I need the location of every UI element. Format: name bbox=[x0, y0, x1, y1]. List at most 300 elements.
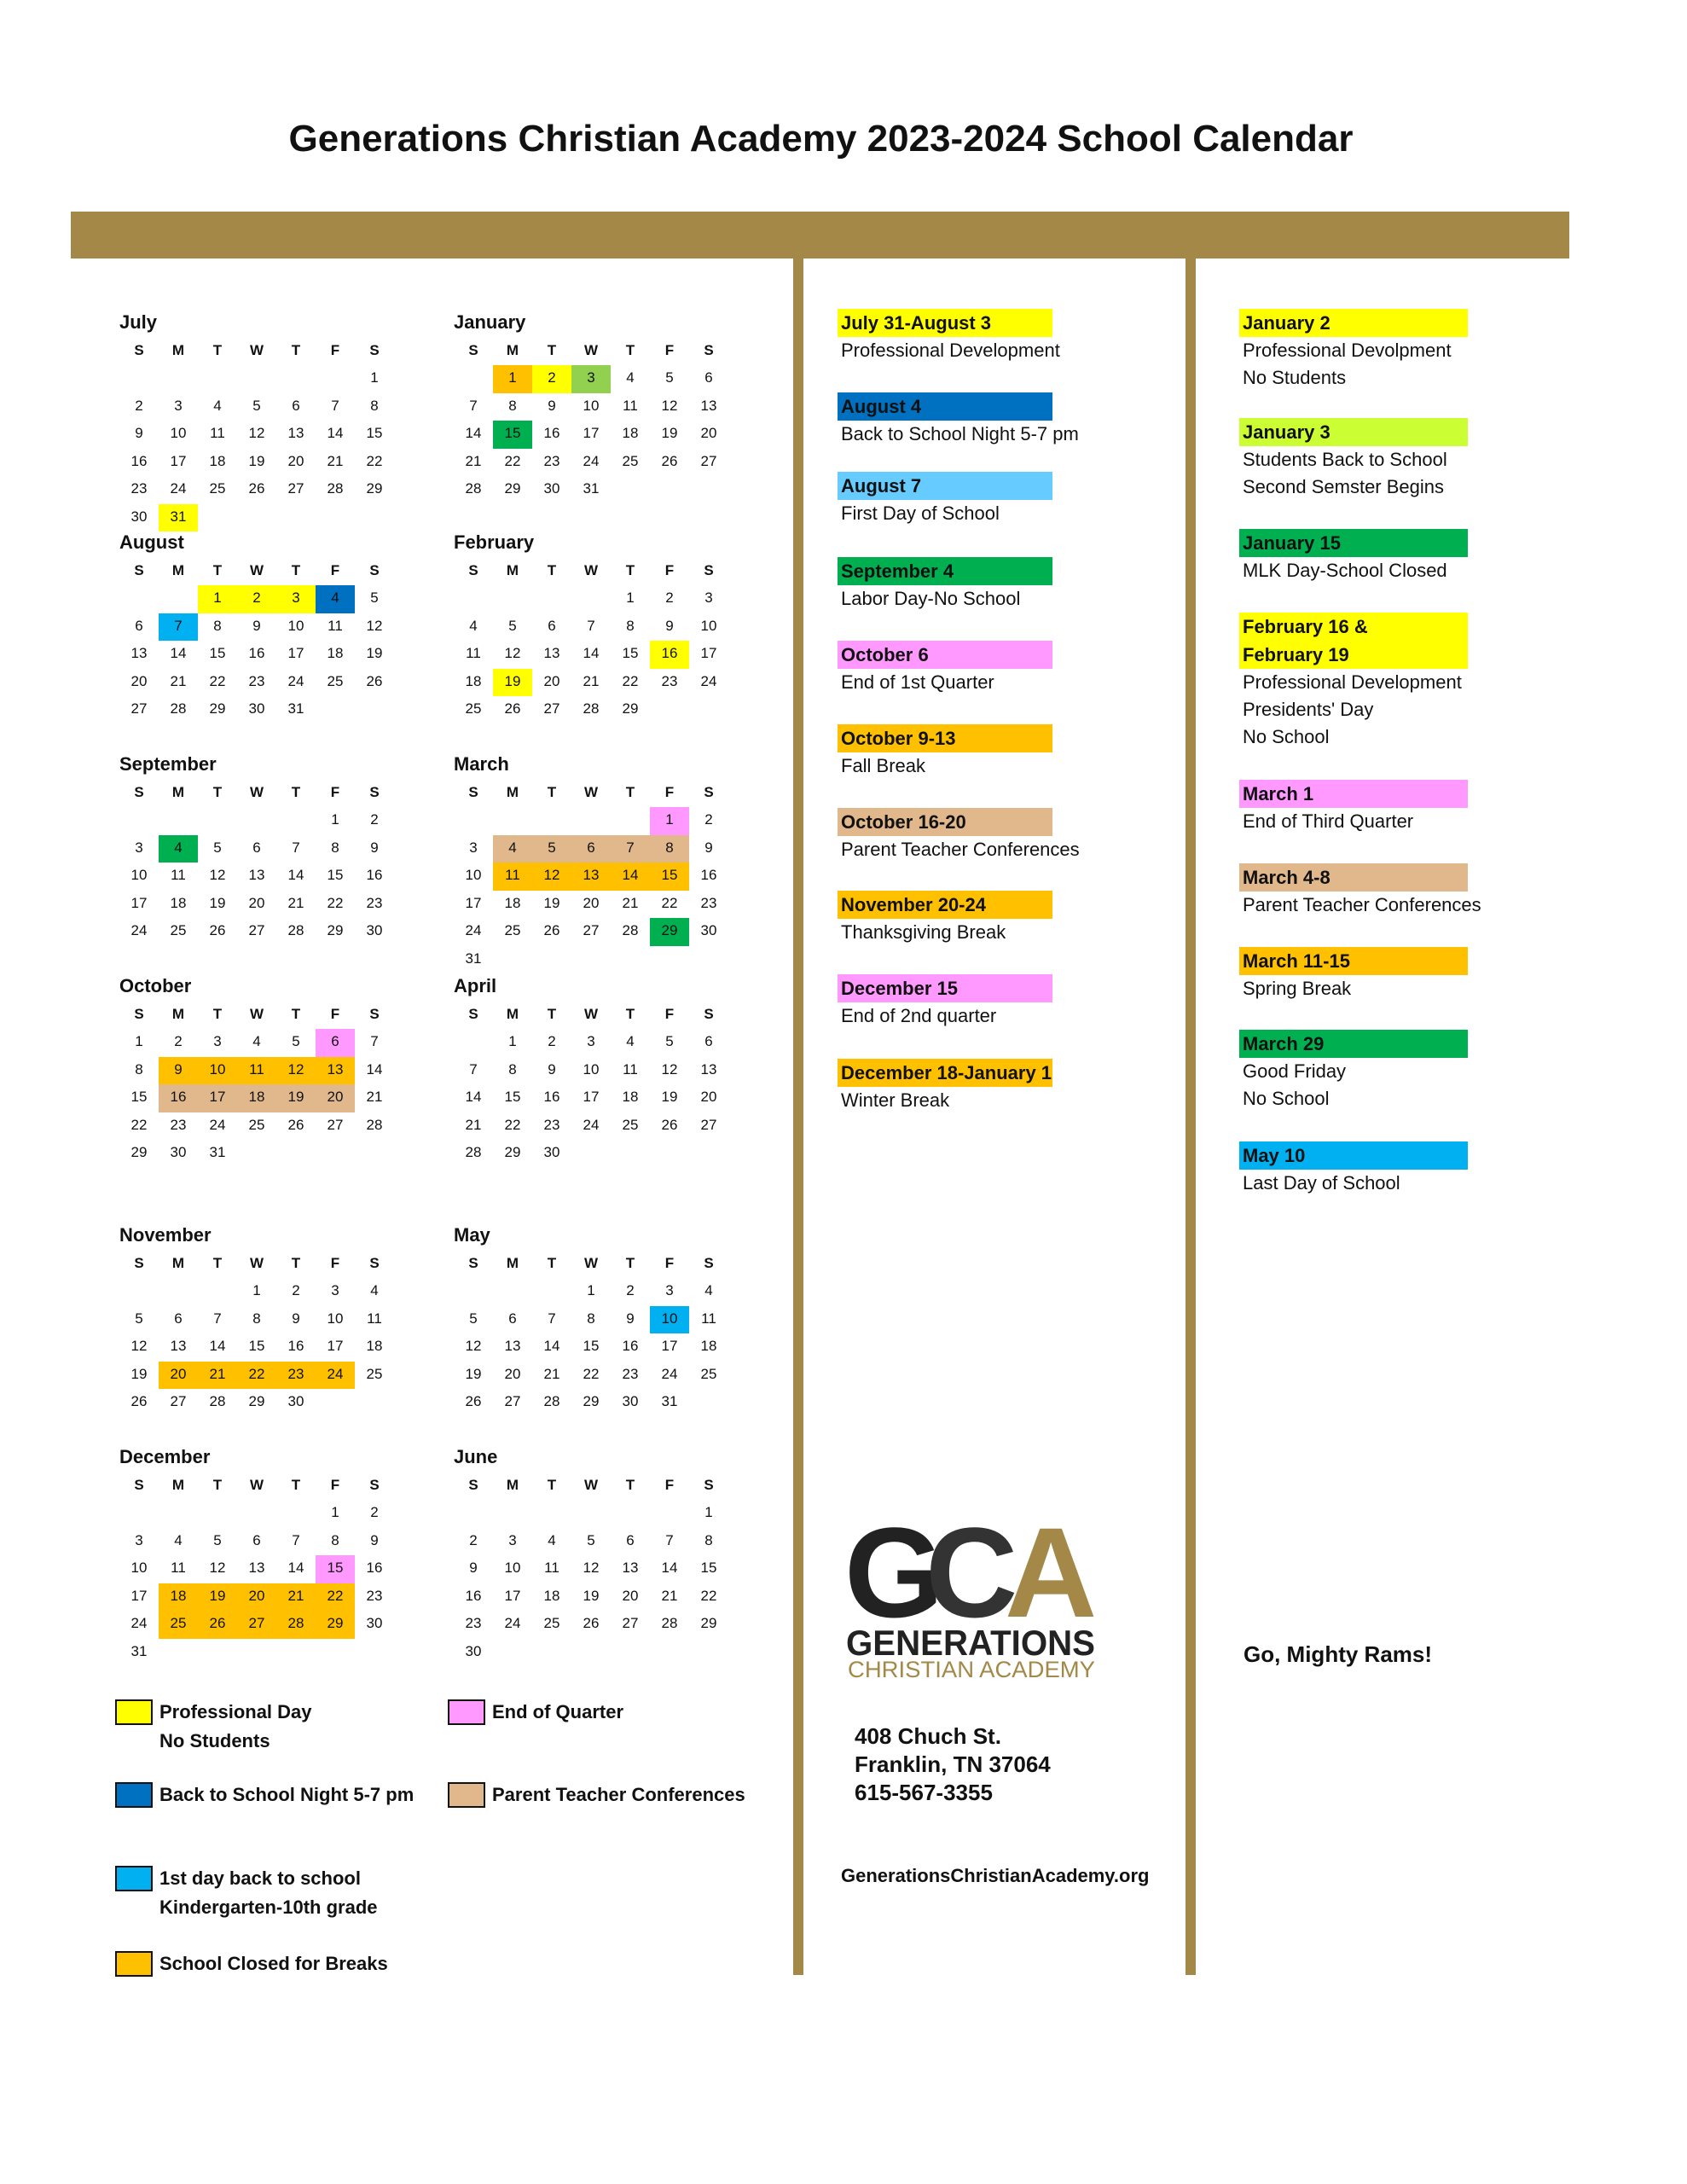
day-cell: 24 bbox=[287, 672, 304, 689]
day-cell: 29 bbox=[700, 1615, 717, 1631]
day-cell: 28 bbox=[209, 1393, 226, 1409]
day-cell: 24 bbox=[583, 1116, 600, 1133]
event-description: Fall Break bbox=[841, 755, 926, 776]
day-cell: 24 bbox=[661, 1365, 678, 1382]
address-city: Franklin, TN 37064 bbox=[855, 1751, 1051, 1777]
day-cell: 29 bbox=[504, 1144, 521, 1160]
weekday-header: F bbox=[664, 1477, 675, 1493]
event-description: Winter Break bbox=[841, 1089, 950, 1111]
weekday-header: S bbox=[369, 784, 380, 800]
weekday-header: F bbox=[664, 562, 675, 578]
empty-day bbox=[198, 1500, 237, 1528]
logo-letter-a: A bbox=[1005, 1510, 1098, 1644]
event-item bbox=[838, 724, 1179, 780]
day-cell: 9 bbox=[626, 1310, 635, 1327]
day-cell: 6 bbox=[548, 617, 556, 634]
day-cell: 21 bbox=[583, 672, 600, 689]
day-cell: 18 bbox=[504, 894, 521, 911]
event-description: Last Day of School bbox=[1243, 1172, 1400, 1194]
day-cell: 1 bbox=[331, 1504, 339, 1520]
day-cell: 5 bbox=[587, 1531, 595, 1548]
day-cell: 28 bbox=[170, 700, 187, 717]
event-date-label: March 1 bbox=[1239, 780, 1468, 808]
day-cell: 28 bbox=[465, 1144, 482, 1160]
legend-item bbox=[115, 1949, 388, 1978]
day-cell: 9 bbox=[135, 425, 143, 441]
day-cell: 11 bbox=[466, 645, 481, 661]
month-grid bbox=[119, 778, 426, 946]
month-grid bbox=[454, 1471, 761, 1666]
day-cell: 11 bbox=[367, 1310, 382, 1327]
event-date-label: March 4-8 bbox=[1239, 863, 1468, 892]
day-cell: 17 bbox=[130, 894, 148, 911]
day-cell: 5 bbox=[370, 590, 379, 606]
logo-line2: CHRISTIAN ACADEMY bbox=[848, 1657, 1095, 1681]
day-cell: 6 bbox=[252, 1531, 261, 1548]
day-cell: 19 bbox=[209, 894, 226, 911]
day-cell: 2 bbox=[292, 1282, 300, 1298]
day-cell: 23 bbox=[700, 894, 717, 911]
weekday-header: M bbox=[171, 1006, 185, 1022]
empty-day bbox=[493, 585, 532, 613]
day-cell: 3 bbox=[174, 397, 183, 414]
empty-day bbox=[276, 365, 316, 393]
day-cell: 3 bbox=[704, 590, 713, 606]
logo-letter-c: C bbox=[925, 1510, 1018, 1644]
day-cell: 10 bbox=[287, 617, 304, 634]
event-description: Parent Teacher Conferences bbox=[1243, 894, 1481, 915]
day-cell: 17 bbox=[661, 1338, 678, 1354]
day-cell: 10 bbox=[583, 397, 600, 414]
day-cell: 5 bbox=[292, 1033, 300, 1049]
day-cell: 16 bbox=[248, 645, 265, 661]
month-march bbox=[454, 751, 761, 973]
day-cell: 30 bbox=[248, 700, 265, 717]
day-cell: 29 bbox=[650, 918, 689, 946]
month-may bbox=[454, 1222, 761, 1417]
day-cell: 17 bbox=[130, 1587, 148, 1604]
empty-day bbox=[532, 1500, 571, 1528]
month-grid bbox=[454, 1249, 761, 1417]
weekday-header: F bbox=[664, 1255, 675, 1271]
month-grid bbox=[119, 1471, 426, 1666]
day-cell: 22 bbox=[700, 1587, 717, 1604]
day-cell: 13 bbox=[700, 397, 717, 414]
day-cell: 1 bbox=[331, 811, 339, 828]
weekday-header: F bbox=[330, 562, 340, 578]
month-february bbox=[454, 529, 761, 724]
day-cell: 16 bbox=[543, 425, 560, 441]
event-description: Second Semster Begins bbox=[1243, 476, 1445, 497]
weekday-header: W bbox=[583, 342, 599, 358]
day-cell: 29 bbox=[366, 480, 383, 497]
empty-day bbox=[454, 1278, 493, 1306]
legend-label: No Students bbox=[159, 1730, 270, 1751]
day-cell: 22 bbox=[504, 1116, 521, 1133]
event-date-label: October 6 bbox=[838, 641, 1052, 669]
empty-day bbox=[276, 1500, 316, 1528]
day-cell: 10 bbox=[170, 425, 187, 441]
month-name: December bbox=[119, 1446, 211, 1467]
day-cell: 20 bbox=[700, 425, 717, 441]
day-cell: 15 bbox=[583, 1338, 600, 1354]
day-cell: 22 bbox=[209, 672, 226, 689]
empty-day bbox=[198, 1278, 237, 1306]
day-cell: 7 bbox=[292, 839, 300, 856]
day-cell: 2 bbox=[370, 811, 379, 828]
day-cell: 8 bbox=[508, 397, 517, 414]
month-name: August bbox=[119, 531, 184, 553]
day-cell: 31 bbox=[130, 1642, 148, 1659]
weekday-header: F bbox=[330, 342, 340, 358]
weekday-header: S bbox=[134, 342, 144, 358]
legend-item bbox=[115, 1864, 378, 1922]
day-cell: 29 bbox=[622, 700, 639, 717]
day-cell: 12 bbox=[366, 617, 383, 634]
day-cell: 11 bbox=[544, 1560, 559, 1576]
weekday-header: W bbox=[583, 1477, 599, 1493]
day-cell: 23 bbox=[248, 672, 265, 689]
day-cell: 29 bbox=[327, 922, 344, 938]
weekday-header: S bbox=[369, 562, 380, 578]
day-cell: 25 bbox=[327, 672, 344, 689]
day-cell: 25 bbox=[622, 1116, 639, 1133]
event-item bbox=[1239, 780, 1580, 835]
day-cell: 20 bbox=[237, 1583, 276, 1612]
event-description: End of 1st Quarter bbox=[841, 671, 994, 693]
day-cell: 4 bbox=[213, 397, 222, 414]
empty-day bbox=[532, 807, 571, 835]
day-cell: 31 bbox=[209, 1144, 226, 1160]
day-cell: 25 bbox=[209, 480, 226, 497]
day-cell: 27 bbox=[130, 700, 148, 717]
day-cell: 27 bbox=[700, 1116, 717, 1133]
day-cell: 23 bbox=[661, 672, 678, 689]
month-name: July bbox=[119, 311, 158, 333]
day-cell: 1 bbox=[370, 369, 379, 386]
day-cell: 7 bbox=[159, 613, 198, 642]
day-cell: 8 bbox=[135, 1060, 143, 1077]
empty-day bbox=[454, 1500, 493, 1528]
day-cell: 14 bbox=[366, 1060, 383, 1077]
day-cell: 15 bbox=[622, 645, 639, 661]
weekday-header: W bbox=[583, 784, 599, 800]
day-cell: 19 bbox=[198, 1583, 237, 1612]
legend-swatch bbox=[115, 1866, 153, 1891]
day-cell: 25 bbox=[159, 1611, 198, 1639]
day-cell: 31 bbox=[583, 480, 600, 497]
empty-day bbox=[159, 365, 198, 393]
day-cell: 27 bbox=[327, 1116, 344, 1133]
day-cell: 10 bbox=[583, 1060, 600, 1077]
divider-left bbox=[793, 258, 803, 1975]
event-description: Professional Development bbox=[841, 340, 1060, 361]
day-cell: 27 bbox=[170, 1393, 187, 1409]
day-cell: 19 bbox=[493, 669, 532, 697]
event-item bbox=[1239, 418, 1580, 501]
day-cell: 9 bbox=[548, 397, 556, 414]
day-cell: 9 bbox=[370, 839, 379, 856]
day-cell: 22 bbox=[316, 1583, 355, 1612]
day-cell: 9 bbox=[665, 617, 674, 634]
school-logo bbox=[844, 1510, 1109, 1681]
empty-day bbox=[119, 807, 159, 835]
weekday-header: M bbox=[506, 342, 519, 358]
day-cell: 1 bbox=[252, 1282, 261, 1298]
month-grid bbox=[119, 336, 426, 531]
day-cell: 2 bbox=[626, 1282, 635, 1298]
weekday-header: S bbox=[468, 784, 478, 800]
day-cell: 14 bbox=[170, 645, 187, 661]
day-cell: 7 bbox=[469, 1060, 478, 1077]
day-cell: 23 bbox=[276, 1362, 316, 1390]
day-cell: 19 bbox=[248, 452, 265, 469]
day-cell: 1 bbox=[626, 590, 635, 606]
legend-swatch bbox=[115, 1699, 153, 1725]
month-name: March bbox=[454, 753, 509, 775]
empty-day bbox=[119, 585, 159, 613]
day-cell: 4 bbox=[370, 1282, 379, 1298]
weekday-header: S bbox=[468, 1255, 478, 1271]
weekday-header: W bbox=[249, 1255, 264, 1271]
day-cell: 3 bbox=[571, 365, 611, 393]
day-cell: 26 bbox=[504, 700, 521, 717]
weekday-header: S bbox=[704, 562, 714, 578]
weekday-header: T bbox=[212, 342, 223, 358]
day-cell: 6 bbox=[508, 1310, 517, 1327]
day-cell: 14 bbox=[543, 1338, 560, 1354]
day-cell: 23 bbox=[543, 1116, 560, 1133]
day-cell: 3 bbox=[213, 1033, 222, 1049]
day-cell: 28 bbox=[543, 1393, 560, 1409]
day-cell: 25 bbox=[465, 700, 482, 717]
day-cell: 19 bbox=[130, 1365, 148, 1382]
day-cell: 28 bbox=[661, 1615, 678, 1631]
day-cell: 21 bbox=[287, 894, 304, 911]
day-cell: 21 bbox=[198, 1362, 237, 1390]
day-cell: 31 bbox=[159, 504, 198, 532]
day-cell: 29 bbox=[583, 1393, 600, 1409]
event-date-label: January 15 bbox=[1239, 529, 1468, 557]
legend-item bbox=[115, 1698, 312, 1756]
day-cell: 5 bbox=[135, 1310, 143, 1327]
day-cell: 19 bbox=[661, 1089, 678, 1105]
day-cell: 5 bbox=[213, 839, 222, 856]
day-cell: 2 bbox=[704, 811, 713, 828]
day-cell: 2 bbox=[532, 365, 571, 393]
weekday-header: S bbox=[704, 1006, 714, 1022]
day-cell: 23 bbox=[543, 452, 560, 469]
day-cell: 10 bbox=[465, 867, 482, 883]
day-cell: 6 bbox=[252, 839, 261, 856]
day-cell: 16 bbox=[287, 1338, 304, 1354]
event-description: No School bbox=[1243, 726, 1330, 747]
day-cell: 15 bbox=[650, 863, 689, 891]
day-cell: 25 bbox=[504, 922, 521, 938]
month-grid bbox=[454, 556, 761, 724]
day-cell: 3 bbox=[508, 1531, 517, 1548]
day-cell: 6 bbox=[626, 1531, 635, 1548]
month-name: January bbox=[454, 311, 526, 333]
weekday-header: F bbox=[330, 784, 340, 800]
event-date-label: January 3 bbox=[1239, 418, 1468, 446]
day-cell: 4 bbox=[493, 835, 532, 863]
day-cell: 11 bbox=[171, 1560, 186, 1576]
day-cell: 15 bbox=[316, 1555, 355, 1583]
event-description: Parent Teacher Conferences bbox=[841, 839, 1080, 860]
day-cell: 7 bbox=[370, 1033, 379, 1049]
weekday-header: M bbox=[506, 1006, 519, 1022]
day-cell: 17 bbox=[465, 894, 482, 911]
day-cell: 28 bbox=[622, 922, 639, 938]
day-cell: 9 bbox=[252, 617, 261, 634]
empty-day bbox=[532, 1278, 571, 1306]
day-cell: 15 bbox=[327, 867, 344, 883]
month-november bbox=[119, 1222, 426, 1417]
event-item bbox=[1239, 1030, 1580, 1112]
day-cell: 30 bbox=[287, 1393, 304, 1409]
day-cell: 4 bbox=[174, 1531, 183, 1548]
day-cell: 2 bbox=[237, 585, 276, 613]
weekday-header: S bbox=[704, 1477, 714, 1493]
day-cell: 7 bbox=[469, 397, 478, 414]
empty-day bbox=[650, 1500, 689, 1528]
month-august bbox=[119, 529, 426, 724]
weekday-header: M bbox=[506, 1477, 519, 1493]
day-cell: 1 bbox=[704, 1504, 713, 1520]
weekday-header: S bbox=[468, 1477, 478, 1493]
day-cell: 16 bbox=[700, 867, 717, 883]
day-cell: 12 bbox=[209, 867, 226, 883]
day-cell: 21 bbox=[661, 1587, 678, 1604]
day-cell: 6 bbox=[704, 1033, 713, 1049]
day-cell: 21 bbox=[327, 452, 344, 469]
day-cell: 26 bbox=[661, 1116, 678, 1133]
event-date-label: March 11-15 bbox=[1239, 947, 1468, 975]
school-website[interactable]: GenerationsChristianAcademy.org bbox=[841, 1865, 1150, 1886]
day-cell: 28 bbox=[583, 700, 600, 717]
day-cell: 18 bbox=[237, 1084, 276, 1112]
legend-label: Professional Day bbox=[159, 1701, 312, 1722]
day-cell: 22 bbox=[327, 894, 344, 911]
day-cell: 1 bbox=[198, 585, 237, 613]
day-cell: 9 bbox=[548, 1060, 556, 1077]
weekday-header: S bbox=[134, 1477, 144, 1493]
event-date-label: November 20-24 bbox=[838, 891, 1052, 919]
day-cell: 1 bbox=[587, 1282, 595, 1298]
school-address bbox=[855, 1722, 1051, 1807]
day-cell: 5 bbox=[252, 397, 261, 414]
day-cell: 26 bbox=[287, 1116, 304, 1133]
weekday-header: S bbox=[134, 784, 144, 800]
weekday-header: T bbox=[625, 562, 635, 578]
empty-day bbox=[237, 365, 276, 393]
day-cell: 30 bbox=[170, 1144, 187, 1160]
weekday-header: M bbox=[171, 562, 185, 578]
day-cell: 31 bbox=[465, 950, 482, 967]
day-cell: 11 bbox=[171, 867, 186, 883]
day-cell: 24 bbox=[130, 1615, 148, 1631]
event-date-label: July 31-August 3 bbox=[838, 309, 1052, 337]
day-cell: 25 bbox=[170, 922, 187, 938]
empty-day bbox=[119, 365, 159, 393]
weekday-header: S bbox=[704, 342, 714, 358]
empty-day bbox=[532, 585, 571, 613]
event-description: No Students bbox=[1243, 367, 1347, 388]
weekday-header: F bbox=[664, 342, 675, 358]
day-cell: 22 bbox=[366, 452, 383, 469]
empty-day bbox=[198, 807, 237, 835]
day-cell: 22 bbox=[661, 894, 678, 911]
day-cell: 15 bbox=[248, 1338, 265, 1354]
day-cell: 2 bbox=[469, 1531, 478, 1548]
day-cell: 4 bbox=[626, 369, 635, 386]
day-cell: 29 bbox=[130, 1144, 148, 1160]
day-cell: 14 bbox=[661, 1560, 678, 1576]
day-cell: 24 bbox=[209, 1116, 226, 1133]
day-cell: 12 bbox=[209, 1560, 226, 1576]
day-cell: 25 bbox=[543, 1615, 560, 1631]
empty-day bbox=[237, 807, 276, 835]
empty-day bbox=[493, 1278, 532, 1306]
day-cell: 23 bbox=[465, 1615, 482, 1631]
day-cell: 14 bbox=[465, 425, 482, 441]
day-cell: 24 bbox=[583, 452, 600, 469]
empty-day bbox=[493, 1500, 532, 1528]
day-cell: 10 bbox=[327, 1310, 344, 1327]
day-cell: 29 bbox=[248, 1393, 265, 1409]
day-cell: 2 bbox=[174, 1033, 183, 1049]
event-date-label: October 9-13 bbox=[838, 724, 1052, 752]
day-cell: 15 bbox=[209, 645, 226, 661]
event-description: End of Third Quarter bbox=[1243, 810, 1414, 832]
day-cell: 18 bbox=[170, 894, 187, 911]
empty-day bbox=[276, 807, 316, 835]
day-cell: 12 bbox=[583, 1560, 600, 1576]
day-cell: 22 bbox=[622, 672, 639, 689]
day-cell: 26 bbox=[248, 480, 265, 497]
day-cell: 19 bbox=[276, 1084, 316, 1112]
day-cell: 12 bbox=[465, 1338, 482, 1354]
day-cell: 30 bbox=[366, 922, 383, 938]
day-cell: 3 bbox=[665, 1282, 674, 1298]
day-cell: 27 bbox=[543, 700, 560, 717]
day-cell: 27 bbox=[622, 1615, 639, 1631]
event-item bbox=[1239, 947, 1580, 1002]
day-cell: 16 bbox=[543, 1089, 560, 1105]
day-cell: 28 bbox=[366, 1116, 383, 1133]
day-cell: 18 bbox=[465, 672, 482, 689]
day-cell: 25 bbox=[366, 1365, 383, 1382]
month-grid bbox=[119, 556, 426, 724]
day-cell: 17 bbox=[583, 425, 600, 441]
day-cell: 3 bbox=[331, 1282, 339, 1298]
day-cell: 22 bbox=[130, 1116, 148, 1133]
day-cell: 7 bbox=[611, 835, 650, 863]
day-cell: 10 bbox=[650, 1306, 689, 1334]
day-cell: 19 bbox=[366, 645, 383, 661]
day-cell: 4 bbox=[316, 585, 355, 613]
day-cell: 13 bbox=[287, 425, 304, 441]
month-grid bbox=[454, 778, 761, 973]
day-cell: 19 bbox=[661, 425, 678, 441]
day-cell: 4 bbox=[252, 1033, 261, 1049]
day-cell: 19 bbox=[543, 894, 560, 911]
month-january bbox=[454, 309, 761, 504]
day-cell: 18 bbox=[209, 452, 226, 469]
day-cell: 28 bbox=[327, 480, 344, 497]
event-item bbox=[1239, 863, 1580, 919]
